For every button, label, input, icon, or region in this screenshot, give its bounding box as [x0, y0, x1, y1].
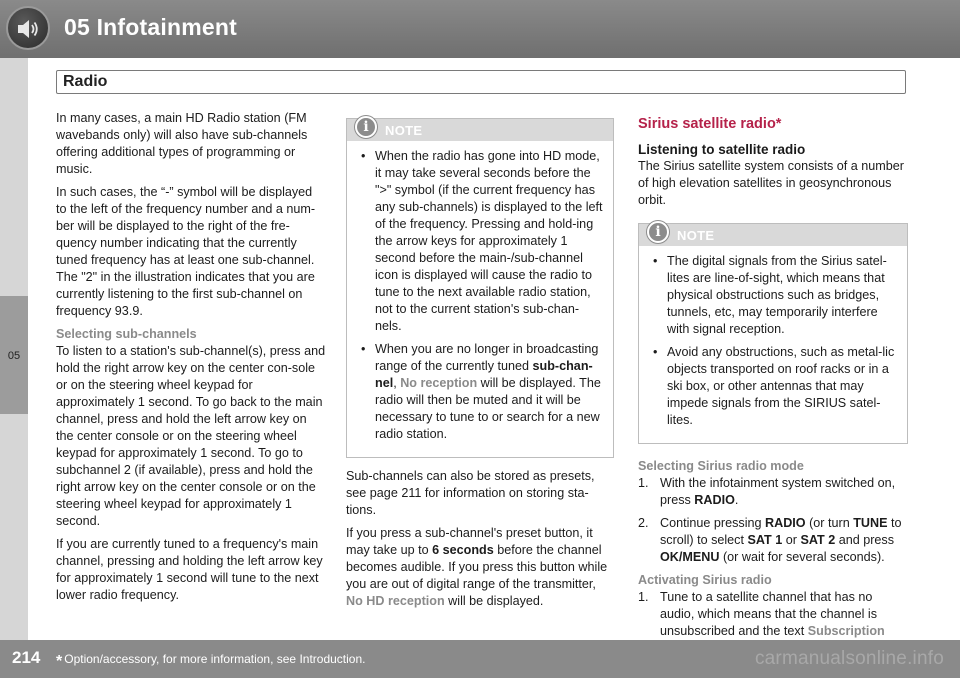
note-box [638, 223, 908, 444]
subheading-listening: Listening to satellite radio [638, 142, 806, 157]
note-header [347, 119, 613, 141]
paragraph: In many cases, a main HD Radio station (FM wavebands only) will also have sub-channels offering additional types of programming or music. [56, 111, 308, 176]
text-column-3 [638, 116, 908, 646]
subheading-selecting-sub-channels: Selecting sub-channels [56, 327, 197, 341]
chapter-side-tab-label: 05 [7, 350, 21, 362]
page-footer [0, 640, 960, 678]
step-item: 1. Tune to a satellite channel that has no audio, which means that the channel is unsubscribed and the text Subscription [638, 590, 885, 638]
note-header [639, 224, 907, 246]
chapter-header [0, 0, 960, 58]
heading-sirius-satellite-radio: Sirius satellite radio* [638, 116, 782, 132]
steps-list [638, 589, 908, 640]
display-text-no-reception: No reception [400, 376, 478, 390]
note-box [346, 118, 614, 458]
note-body [347, 141, 613, 457]
step-item: 1. With the infotainment system switched on, press RADIO. [638, 476, 896, 507]
watermark: carmanualsonline.info [754, 648, 944, 669]
section-bar [56, 70, 906, 94]
note-bullet: • The digital signals from the Sirius satel-lites are line-of-sight, which means that physical obstructions such as bridges, tunnels, etc, may temporarily interfere with signal reception. [651, 253, 897, 338]
paragraph: In such cases, the “-” symbol will be displayed to the left of the frequency number and a num-ber will be displayed to the right of the fre-quency number indicating that the currently tuned frequency has at least one sub-channel. The "2" in the illustration indicates that you are currently listening to the first sub-channel on frequency 93.9. [56, 185, 316, 318]
subheading-selecting-sirius-mode: Selecting Sirius radio mode [638, 459, 804, 473]
note-label: NOTE [677, 228, 715, 243]
note-label: NOTE [385, 123, 423, 138]
footnote: * Option/accessory, for more information, see Introduction. [56, 652, 366, 670]
paragraph: To listen to a station's sub-channel(s), press and hold the right arrow key on the center con-sole or on the steering wheel keypad for approximately 1 second. To go back to the main channel, press and hold the left arrow key on the center console or on the steering wheel keypad for approximately 1 second. To go to subchannel 2 (if available), press and hold the right arrow key on the center console or on the steering wheel keypad for approximately 1 second. [56, 344, 326, 528]
paragraph: Sub-channels can also be stored as presets, see page 211 for information on storing sta-tions. [346, 469, 595, 517]
step-item: 2. Continue pressing RADIO (or turn TUNE to scroll) to select SAT 1 or SAT 2 and press OK/MENU (or wait for several seconds). [638, 516, 902, 564]
note-bullet: • When the radio has gone into HD mode, it may take several seconds before the ">" symbol (if the current frequency has any sub-channels) is displayed to the left of the frequency. Pressing and hold-ing the arrow keys for approximately 1 second before the main-/sub-channel icon is displayed will cause the radio to tune to the next available radio station, not to the current station's sub-chan-nels. [359, 148, 603, 335]
display-text-no-hd-reception: No HD reception [346, 594, 445, 608]
info-icon: i [647, 221, 669, 243]
steps-list [638, 475, 908, 566]
note-bullet: • When you are no longer in broadcasting range of the currently tuned sub-chan-nel, No reception will be displayed. The radio will then be muted and it will be necessary to tune to or search for a new radio station. [359, 341, 603, 443]
section-title: Radio [63, 73, 108, 90]
paragraph: If you press a sub-channel's preset button, it may take up to 6 seconds before the channel becomes audible. If you press this button while you are out of digital range of the transmitter, No HD reception will be displayed. [346, 526, 608, 608]
text-column-2 [346, 118, 614, 616]
chapter-title: 05 Infotainment [64, 14, 237, 40]
speaker-icon [6, 6, 50, 50]
paragraph: If you are currently tuned to a frequency's main channel, pressing and holding the left arrow key for approximately 1 second will tune to the next lower radio frequency. [56, 537, 323, 602]
note-bullet: • Avoid any obstructions, such as metal-lic objects transported on roof racks or in a ski box, or other antennas that may impede signals from the SIRIUS satel-lites. [651, 344, 897, 429]
page-number: 214 [12, 648, 41, 667]
subheading-activating-sirius: Activating Sirius radio [638, 573, 772, 587]
paragraph: The Sirius satellite system consists of a number of high elevation satellites in geosynchronous orbit. [638, 159, 904, 207]
text-column-1 [56, 110, 326, 610]
display-text-subscription: Subscription [807, 624, 885, 638]
info-icon: i [355, 116, 377, 138]
note-body [639, 246, 907, 443]
